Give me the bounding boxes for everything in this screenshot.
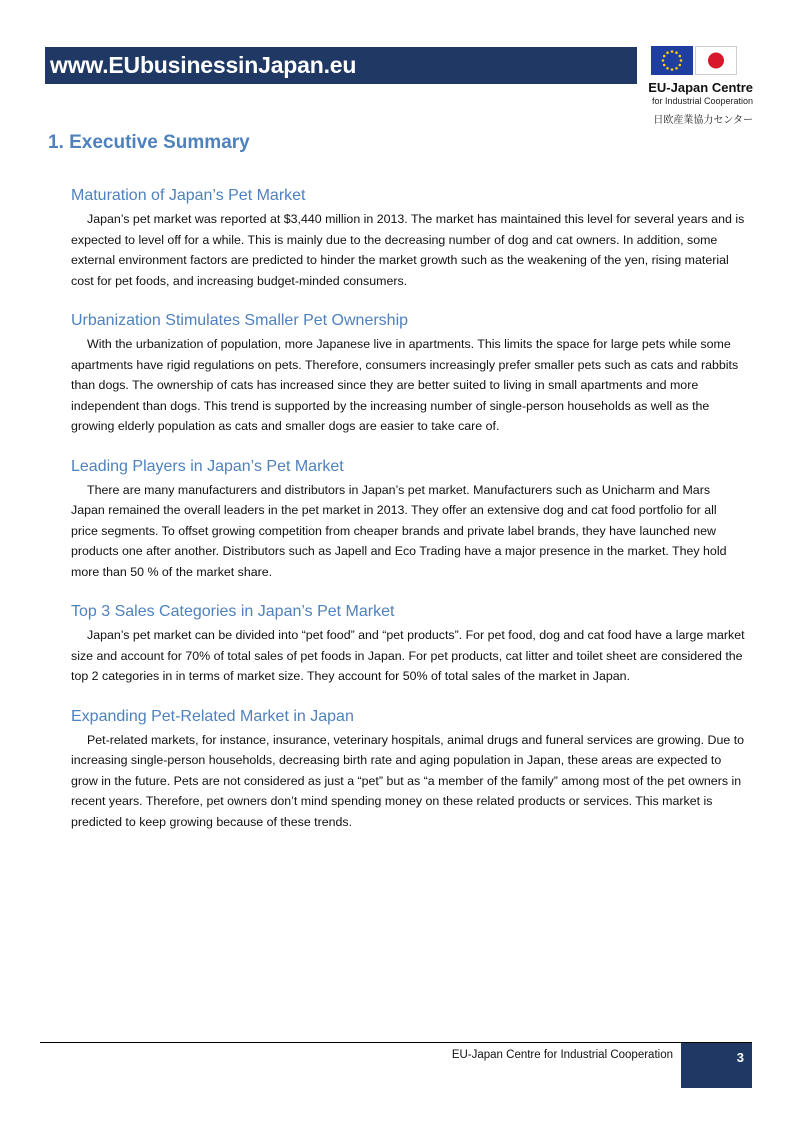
summary-content bbox=[71, 185, 746, 851]
eu-stars bbox=[651, 46, 693, 75]
section-top-categories bbox=[71, 601, 746, 687]
section-body: With the urbanization of population, more Japanese live in apartments. This limits the space for large pets while some apartments have rigid regulations on pets. Therefore, consumers increasingly prefer smaller pets such as cats and rabbits than dogs. The ownership of cats has increased since they are better suited to living in small apartments and more independent than dogs. This trend is supported by the increasing number of single-person households as well as the growing elderly population as cats and smaller dogs are easier to take care of. bbox=[71, 337, 739, 433]
section-heading: Urbanization Stimulates Smaller Pet Ownership bbox=[71, 312, 409, 329]
japan-flag-icon bbox=[695, 46, 737, 75]
section-leading-players bbox=[71, 456, 746, 583]
section-urbanization bbox=[71, 310, 746, 437]
footer-divider bbox=[40, 1042, 752, 1043]
section-body: There are many manufacturers and distributors in Japan’s pet market. Manufacturers such as Unicharm and Mars Japan remained the overall leaders in the pet market in 2013. They offer an extensive dog and cat food portfolio for all price segments. To offset growing competition from cheaper brands and private label brands, they have launched new products one after another. Distributors such as Japell and Eco Trading have a major presence in the market. They hold more than 50 % of the market share. bbox=[71, 482, 727, 579]
page-number-box bbox=[681, 1043, 752, 1088]
eu-star bbox=[678, 55, 681, 58]
logo-japanese: 日欧産業協力センター bbox=[653, 115, 753, 126]
eu-japan-centre-logo bbox=[637, 45, 757, 127]
page-title: 1. Executive Summary bbox=[48, 132, 250, 153]
eu-star bbox=[675, 51, 678, 54]
section-body: Pet-related markets, for instance, insurance, veterinary hospitals, animal drugs and funeral services are growing. Due to increasing single-person households, decreasing birth rate and aging population in Japan, these areas are expected to grow in the future. Pets are not considered as just a “pet” but as “a member of the family” among most of the pet owners in recent years. Therefore, pet owners don’t mind spending money on these related products or services. This market is predicted to keep growing because of these trends. bbox=[71, 732, 745, 829]
eu-star bbox=[675, 67, 678, 70]
eu-star bbox=[663, 55, 666, 58]
section-maturation bbox=[71, 185, 746, 291]
eu-flag-icon bbox=[651, 46, 693, 75]
japan-flag-disc bbox=[708, 53, 724, 69]
section-expanding-market bbox=[71, 706, 746, 833]
eu-star bbox=[663, 64, 666, 67]
page-number: 3 bbox=[736, 1050, 744, 1065]
footer-organization: EU-Japan Centre for Industrial Cooperation bbox=[451, 1049, 673, 1061]
eu-star bbox=[678, 64, 681, 67]
logo-name: EU-Japan Centre bbox=[648, 80, 753, 95]
eu-star bbox=[680, 59, 683, 62]
eu-star bbox=[666, 51, 669, 54]
section-heading: Maturation of Japan’s Pet Market bbox=[71, 187, 306, 204]
eu-star bbox=[671, 50, 674, 53]
section-body: Japan’s pet market was reported at $3,440 million in 2013. The market has maintained this level for several years and is expected to level off for a while. This is mainly due to the decreasing number of dog and cat owners. In addition, some external environment factors are predicted to hinder the market growth such as the weakening of the yen, rising material cost for pet foods, and increasing budget-minded consumers. bbox=[71, 212, 745, 288]
logo-subtitle: for Industrial Cooperation bbox=[651, 96, 753, 106]
eu-star bbox=[671, 68, 674, 71]
section-heading: Leading Players in Japan’s Pet Market bbox=[71, 457, 344, 475]
eu-star bbox=[662, 59, 665, 62]
japan-sun bbox=[696, 47, 736, 74]
site-url-banner: www.EUbusinessinJapan.eu bbox=[45, 47, 637, 84]
eu-star bbox=[666, 67, 669, 70]
section-body: Japan’s pet market can be divided into “pet food” and “pet products”. For pet food, dog and cat food have a large market size and account for 70% of total sales of pet foods in Japan. For pet products, cat litter and toilet sheet are considered the top 2 categories in in terms of market size. They account for 50% of total sales of the market in Japan. bbox=[71, 628, 745, 683]
section-heading: Expanding Pet-Related Market in Japan bbox=[71, 707, 354, 725]
section-heading: Top 3 Sales Categories in Japan’s Pet Market bbox=[71, 603, 395, 620]
